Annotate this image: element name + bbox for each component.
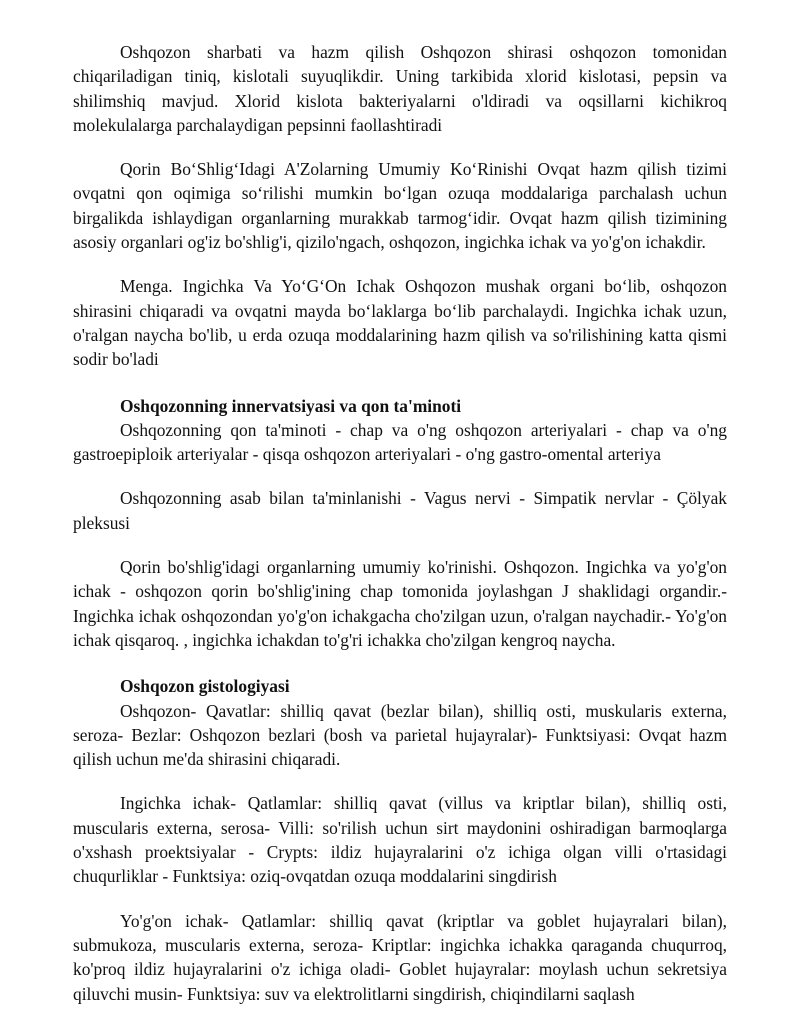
paragraph-nerve-supply: Oshqozonning asab bilan ta'minlanishi - Vagus nervi - Simpatik nervlar - Çölyak pleksusi	[73, 488, 727, 533]
paragraph-stomach-histology: Oshqozon- Qavatlar: shilliq qavat (bezlar bilan), shilliq osti, muskularis externa, seroza- Bezlar: Oshqozon bezlari (bosh va parietal hujayralar)- Funktsiyasi: Ovqat hazm qilish uchun me'da shirasini chiqaradi.	[73, 700, 727, 770]
document-page	[73, 40, 727, 1006]
paragraph-organs-overview: Qorin bo'shlig'idagi organlarning umumiy ko'rinishi. Oshqozon. Ingichka va yo'g'on ichak - oshqozon qorin bo'shlig'ining chap tomonida joylashgan J shaklidagi organdir.- Ingichka ichak oshqozondan yo'g'on ichakgacha cho'zilgan uzun, o'ralgan naychadir.- Yo'g'on ichak qisqaroq. , ingichka ichakdan to'g'ri ichakka cho'zilgan kengroq naycha.	[73, 557, 727, 650]
section-heading-histology: Oshqozon gistologiyasi	[120, 676, 290, 697]
paragraph-large-intestine-histology: Yo'g'on ichak- Qatlamlar: shilliq qavat (kriptlar va goblet hujayralari bilan), submukoza, muscularis externa, seroza- Kriptlar: ingichka ichakka qaraganda chuqurroq, ko'proq ildiz hujayralarini o'z ichiga oladi- Goblet hujayralar: moylash uchun sekretsiya qiluvchi musin- Funktsiya: suv va elektrolitlarni singdirish, chiqindilarni saqlash	[73, 910, 727, 1004]
paragraph-small-intestine-histology: Ingichka ichak- Qatlamlar: shilliq qavat (villus va kriptlar bilan), shilliq osti, muscularis externa, serosa- Villi: so'rilish uchun sirt maydonini oshiradigan barmoqlarga o'xshash proektsiyalar - Crypts: ildiz hujayralarini o'z ichiga olgan villi o'rtasidagi chuqurliklar - Funktsiya: oziq-ovqatdan ozuqa moddalarini singdirish	[73, 793, 727, 887]
paragraph-abdominal-organs-overview: Qorin Bo‘Shlig‘Idagi A'Zolarning Umumiy Ko‘Rinishi Ovqat hazm qilish tizimi ovqatni qon oqimiga so‘rilishi mumkin bo‘lgan ozuqa moddalariga parchalash uchun birgalikda ishlaydigan organlarning murakkab tarmog‘idir. Ovqat hazm qilish tizimining asosiy organlari og'iz bo'shlig'i, qizilo'ngach, oshqozon, ingichka ichak va yo'g'on ichakdir.	[73, 159, 727, 253]
paragraph-blood-supply: Oshqozonning qon ta'minoti - chap va o'ng oshqozon arteriyalari - chap va o'ng gastroepiploik arteriyalar - qisqa oshqozon arteriyalari - o'ng gastro-omental arteriya	[73, 419, 727, 465]
section-heading-innervation: Oshqozonning innervatsiyasi va qon ta'minoti	[120, 395, 462, 416]
paragraph-gastric-juice: Oshqozon sharbati va hazm qilish Oshqozon shirasi oshqozon tomonidan chiqariladigan tiniq, kislotali suyuqlikdir. Uning tarkibida xlorid kislotasi, pepsin va shilimshiq mavjud. Xlorid kislota bakteriyalarni o'ldiradi va oqsillarni kichikroq molekulalarga parchalaydigan pepsinni faollashtiradi	[73, 42, 727, 135]
paragraph-small-large-intestine: Menga. Ingichka Va Yo‘G‘On Ichak Oshqozon mushak organi bo‘lib, oshqozon shirasini chiqaradi va ovqatni mayda bo‘laklarga bo‘lib parchalaydi. Ingichka ichak uzun, o'ralgan naycha bo'lib, u erda ozuqa moddalarining hazm qilish va so'rilishining katta qismi sodir bo'ladi	[73, 276, 727, 370]
